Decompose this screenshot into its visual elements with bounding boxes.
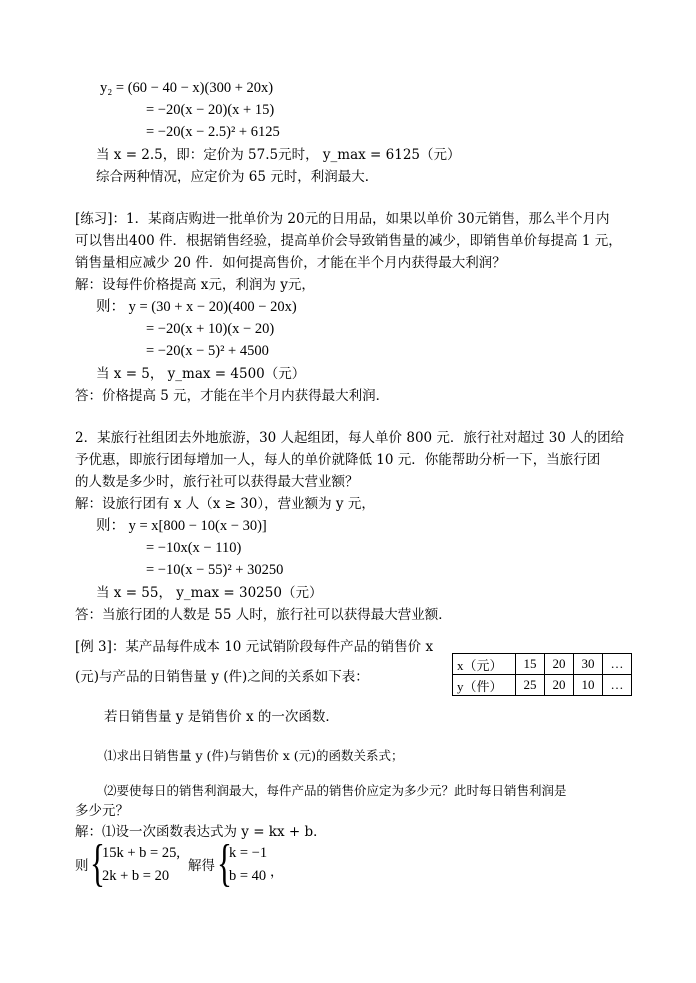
equation-line: 2k + b = 20 (102, 868, 170, 884)
equation-line: k = −1 (229, 845, 268, 861)
text-line: 解得 (188, 858, 215, 874)
text-line: 可以售出400 件．根据销售经验，提高单价会导致销售量的减少，即销售单价每提高 1 元， (75, 233, 622, 249)
table-cell: 20 (545, 675, 574, 696)
question-line: ⑵要使每日的销售利润最大，每件产品的销售价应定为多少元？此时每日销售利润是 (104, 783, 567, 798)
example-heading: [例 3]：某产品每件成本 10 元试销阶段每件产品的销售价 x (75, 639, 434, 655)
equation-line: = −20(x − 2.5)² + 6125 (146, 124, 280, 140)
table-cell: 10 (574, 675, 603, 696)
equation-line: = −10x(x − 110) (146, 540, 242, 556)
equation-line: = −20(x − 20)(x + 15) (146, 102, 275, 118)
table-cell: 25 (516, 675, 545, 696)
table-cell: … (603, 654, 632, 675)
text-line: 当 x = 55， y_max = 30250（元） (96, 585, 323, 601)
question-line: ⑴求出日销售量 y (件)与销售价 x (元)的函数关系式； (104, 748, 404, 763)
equation-line: 15k + b = 25, (102, 845, 180, 861)
text-line: 当 x = 5， y_max = 4500（元） (96, 366, 306, 382)
text-line: 的人数是多少时，旅行社可以获得最大营业额？ (75, 474, 359, 490)
practice-heading: [练习]：1．某商店购进一批单价为 20元的日用品，如果以单价 30元销售，那么半个月内 (75, 211, 610, 227)
table-row (453, 654, 632, 675)
equation-line: 则： y = x[800 − 10(x − 30)] (96, 518, 267, 534)
solution-line: 解：设每件价格提高 x元，利润为 y元， (75, 277, 315, 293)
price-sales-table (452, 653, 632, 696)
equation-line: 则： y = (30 + x − 20)(400 − 20x) (96, 299, 297, 315)
text-line: ， (270, 864, 284, 880)
table-row (453, 675, 632, 696)
equation-line: = −20(x + 10)(x − 20) (146, 321, 275, 337)
text-line: 则 (75, 858, 89, 874)
question-line: 多少元？ (75, 803, 129, 819)
equation-line: b = 40 (229, 868, 267, 884)
answer-line: 答：当旅行团的人数是 55 人时，旅行社可以获得最大营业额． (75, 607, 452, 623)
solution-line: 解：设旅行团有 x 人（x ≥ 30），营业额为 y 元， (75, 496, 375, 512)
answer-line: 答：价格提高 5 元，才能在半个月内获得最大利润． (75, 388, 390, 404)
table-cell: … (603, 675, 632, 696)
table-header-x: x（元） (453, 654, 516, 675)
left-brace: { (90, 835, 105, 892)
text-line: (元)与产品的日销售量 y (件)之间的关系如下表： (75, 669, 369, 685)
text-line: 综合两种情况，应定价为 65 元时，利润最大． (96, 169, 379, 185)
equation-line: y₂ = (60 − 40 − x)(300 + 20x) (100, 80, 274, 96)
text-line: 当 x = 2.5，即：定价为 57.5元时， y_max = 6125（元） (96, 147, 461, 163)
equation-line: = −10(x − 55)² + 30250 (146, 562, 284, 578)
text-line: 若日销售量 y 是销售价 x 的一次函数． (104, 709, 339, 725)
problem-heading: 2．某旅行社组团去外地旅游，30 人起组团，每人单价 800 元．旅行社对超过 30 人的团给 (75, 430, 625, 446)
left-brace: { (217, 835, 232, 892)
table-cell: 30 (574, 654, 603, 675)
table-header-y: y（件） (453, 675, 516, 696)
text-line: 销售量相应减少 20 件．如何提高售价，才能在半个月内获得最大利润？ (75, 255, 506, 271)
solution-line: 解：⑴设一次函数表达式为 y = kx + b． (75, 824, 327, 840)
table-cell: 20 (545, 654, 574, 675)
text-line: 予优惠，即旅行团每增加一人，每人的单价就降低 10 元．你能帮助分析一下，当旅行团 (75, 452, 601, 468)
equation-line: = −20(x − 5)² + 4500 (146, 343, 269, 359)
table-cell: 15 (516, 654, 545, 675)
